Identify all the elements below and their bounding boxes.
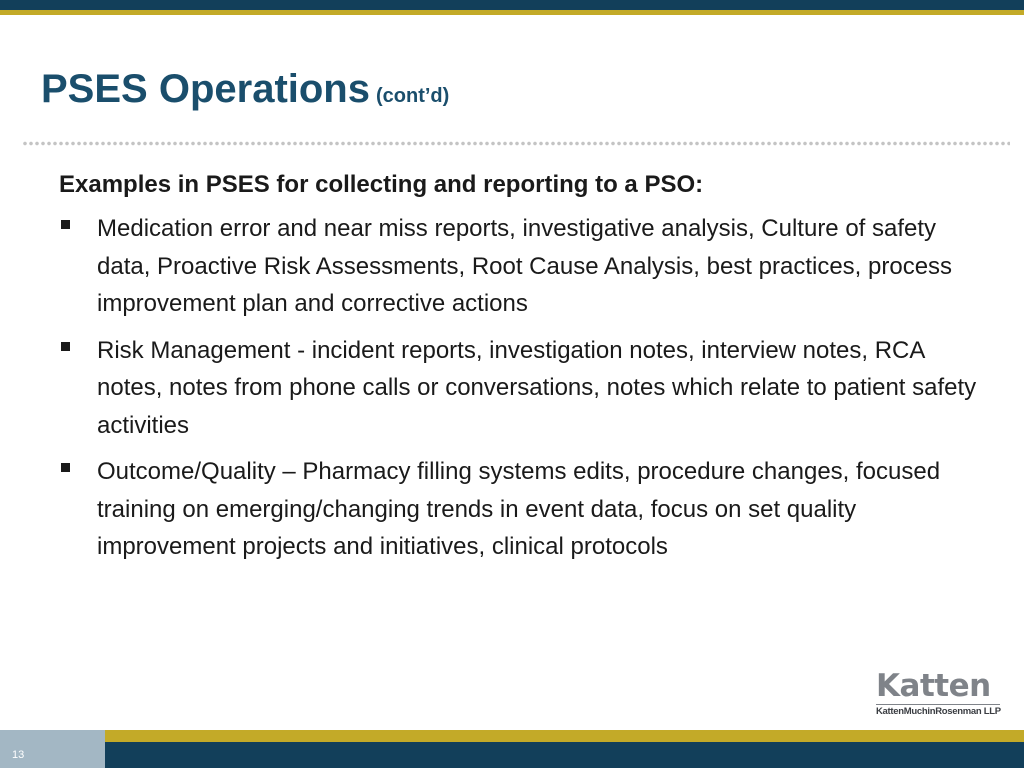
body-heading: Examples in PSES for collecting and reporting to a PSO: <box>59 171 704 198</box>
slide-title-main: PSES Operations <box>41 67 370 111</box>
top-gold-bar <box>0 10 1024 15</box>
top-navy-bar <box>0 0 1024 10</box>
logo-wordmark: Katten <box>876 668 991 704</box>
slide-title <box>41 64 449 121</box>
dotted-divider <box>22 141 1010 146</box>
bullet-text: Outcome/Quality – Pharmacy filling systems edits, procedure changes, focused training on emerging/changing trends in event data, focus on set quality improvement projects and initiatives, clinical protocols <box>97 458 941 560</box>
katten-logo <box>876 668 1002 720</box>
logo-underline <box>876 704 1000 705</box>
bottom-gold-bar <box>105 730 1024 742</box>
bullet-item <box>59 210 989 323</box>
slide-title-suffix: (cont’d) <box>375 85 450 107</box>
bullet-list <box>59 210 989 566</box>
bullet-item <box>59 332 989 445</box>
bottom-navy-bar <box>105 742 1024 768</box>
bullet-item <box>59 453 989 566</box>
square-bullet-icon <box>61 342 70 351</box>
page-number-box <box>0 730 105 768</box>
slide-body <box>59 166 989 575</box>
bullet-text: Medication error and near miss reports, investigative analysis, Culture of safety data, Proactive Risk Assessments, Root Cause Analysis, best practices, process improvement plan and corrective actions <box>97 215 953 317</box>
logo-firm-name: KattenMuchinRosenman LLP <box>876 706 1001 717</box>
page-number: 13 <box>12 749 25 761</box>
bullet-text: Risk Management - incident reports, investigation notes, interview notes, RCA notes, notes from phone calls or conversations, notes which relate to patient safety activities <box>97 336 977 439</box>
square-bullet-icon <box>61 220 70 229</box>
square-bullet-icon <box>61 463 70 472</box>
